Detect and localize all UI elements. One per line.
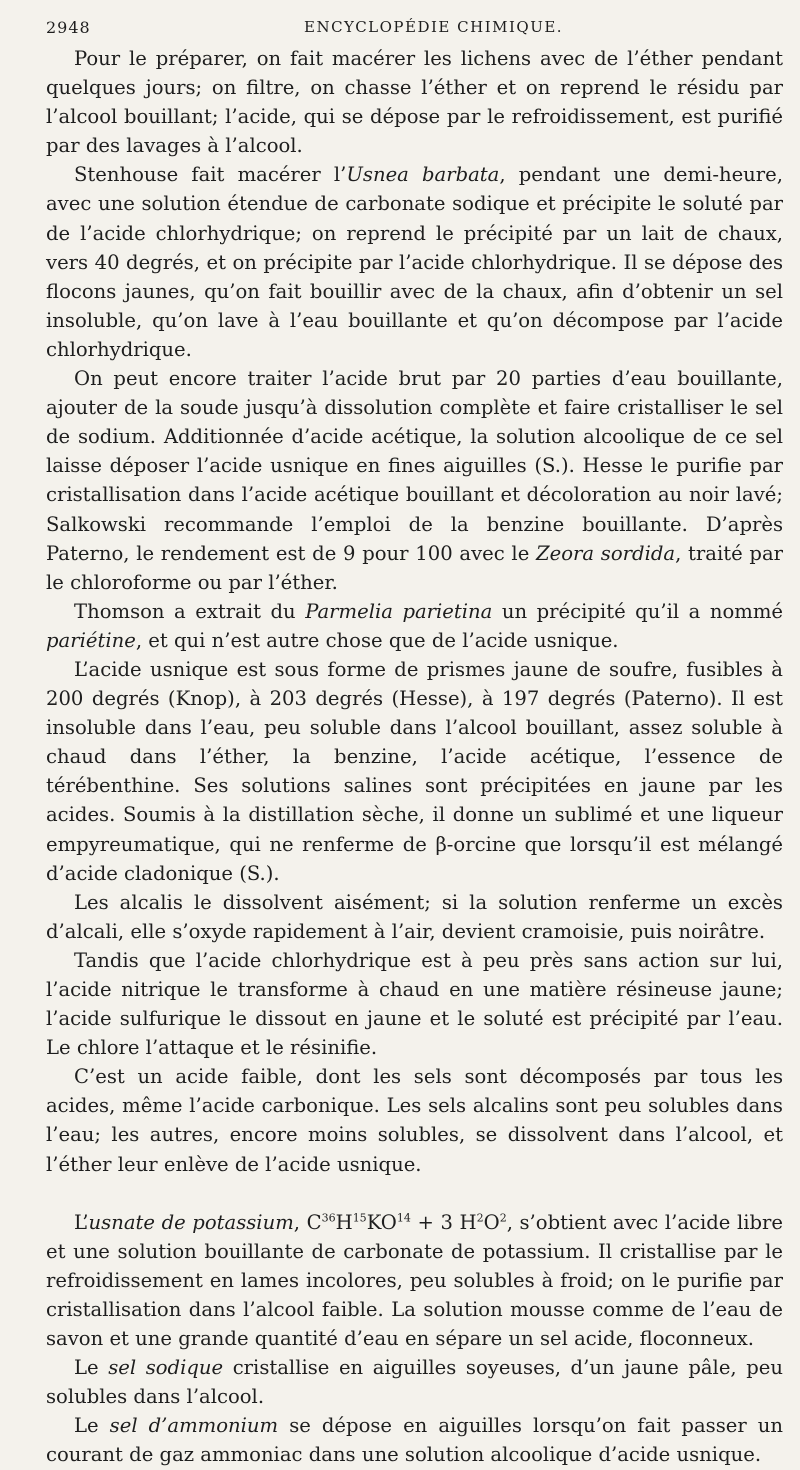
text-run: Tandis que l’acide chlorhydrique est à peu près sans action sur lui, l’acide nitrique le transforme à chaud en une matière résineuse jaune; l’acide sulfurique le dissout en jaune et le soluté est précipité par l’eau. Le chlore l’attaque et le résinifie. [46,948,783,1060]
paragraph [46,160,783,364]
text-run: un précipité qu’il a nommé [492,599,784,623]
page-header [46,10,786,40]
paragraph [46,597,783,655]
superscript-run: 2 [499,1211,507,1225]
text-run: L’acide usnique est sous forme de prismes jaune de soufre, fusibles à 200 degrés (Knop), à 203 degrés (Hesse), à 197 degrés (Paterno). Il est insoluble dans l’eau, peu soluble dans l’alcool bouillant, assez soluble à chaud dans l’éther, la benzine, l’acide acétique, l’essence de térébenthine. Ses solutions salines sont précipitées en jaune par les acides. Soumis à la distillation sèche, il donne un sublimé et une liqueur empyreumatique, qui ne renferme de β-orcine que lorsqu’il est mélangé d’acide cladonique (S.). [46,657,783,885]
superscript-run: 14 [396,1211,411,1225]
text-run: , s’obtient avec l’acide libre et une solution bouillante de carbonate de potassium. Il cristallise par le refroidissement en lames incolores, peu solubles à froid; on le purifie par cristallisation dans l’alcool faible. La solution mousse comme de l’eau de savon et une grande quantité d’eau en sépare un sel acide, floconneux. [46,1210,784,1351]
paragraph [46,946,783,1062]
text-run: H [335,1210,353,1234]
italic-run: sel d’ammonium [109,1414,279,1438]
body-text [46,44,783,1470]
text-run: C’est un acide faible, dont les sels sont décomposés par tous les acides, même l’acide carbonique. Les sels alcalins sont peu solubles dans l’eau; les autres, encore moins solubles, se dissolvent dans l’alcool, et l’éther leur enlève de l’acide usnique. [46,1065,783,1176]
text-run: Le [74,1356,109,1380]
paragraph [46,1411,783,1469]
paragraph [46,888,783,946]
superscript-run: 15 [352,1211,367,1225]
text-run: , traité par le chloroforme ou par l’éther. [46,541,784,594]
italic-run: sel sodique [108,1356,224,1380]
text-run: + 3 H [410,1210,477,1234]
paragraph [46,364,783,597]
text-run: L’ [74,1210,89,1234]
text-run: Thomson a extrait du [74,599,306,623]
text-run: , pendant une demi-heure, avec une solution étendue de carbonate sodique et précipite le soluté par de l’acide chlorhydrique; on reprend le précipité par un lait de chaux, vers 40 degrés, et on précipite par l’acide chlorhydrique. Il se dépose des flocons jaunes, qu’on fait bouillir avec de la chaux, afin d’obtenir un sel insoluble, qu’on lave à l’eau bouillante et qu’on décompose par l’acide chlorhydrique. [46,163,783,361]
paragraph [46,1062,783,1178]
paragraph [46,1353,783,1411]
text-run: cristallise en aiguilles soyeuses, d’un jaune pâle, peu solubles dans l’alcool. [46,1356,783,1409]
running-title: ENCYCLOPÉDIE CHIMIQUE. [304,18,564,36]
text-run: , et qui n’est autre chose que de l’acide usnique. [135,628,619,652]
superscript-run: 2 [476,1211,484,1225]
italic-run: usnate de potassium [88,1210,294,1234]
paragraph [46,1208,783,1353]
paragraph [46,44,783,160]
text-run: Stenhouse fait macérer l’ [74,163,347,187]
text-run: Les alcalis le dissolvent aisément; si la solution renferme un excès d’alcali, elle s’oxyde rapidement à l’air, devient cramoisie, puis noirâtre. [46,890,783,943]
italic-run: pariétine [46,628,136,652]
page-number: 2948 [46,18,91,37]
text-run: Le [74,1414,110,1438]
text-run: O [483,1210,500,1234]
text-run: se dépose en aiguilles lorsqu’on fait passer un courant de gaz ammoniac dans une solution alcoolique d’acide usnique. [46,1414,784,1467]
italic-run: Zeora sordida [536,541,676,565]
italic-run: Parmelia parietina [305,599,493,623]
paragraph [46,655,783,888]
italic-run: Usnea barbata [346,163,500,187]
text-run: On peut encore traiter l’acide brut par 20 parties d’eau bouillante, ajouter de la soude jusqu’à dissolution complète et faire cristalliser le sel de sodium. Additionnée d’acide acétique, la solution alcoolique de ce sel laisse déposer l’acide usnique en fines aiguilles (S.). Hesse le purifie par cristallisation dans l’acide acétique bouillant et décoloration au noir lavé; Salkowski recommande l’emploi de la benzine bouillante. D’après Paterno, le rendement est de 9 pour 100 avec le [46,367,783,565]
text-run: , C [293,1210,322,1234]
superscript-run: 36 [321,1211,336,1225]
text-run: KO [366,1210,397,1234]
text-run: Pour le préparer, on fait macérer les lichens avec de l’éther pendant quelques jours; on filtre, on chasse l’éther et on reprend le résidu par l’alcool bouillant; l’acide, qui se dépose par le refroidissement, est purifié par des lavages à l’alcool. [46,47,783,158]
